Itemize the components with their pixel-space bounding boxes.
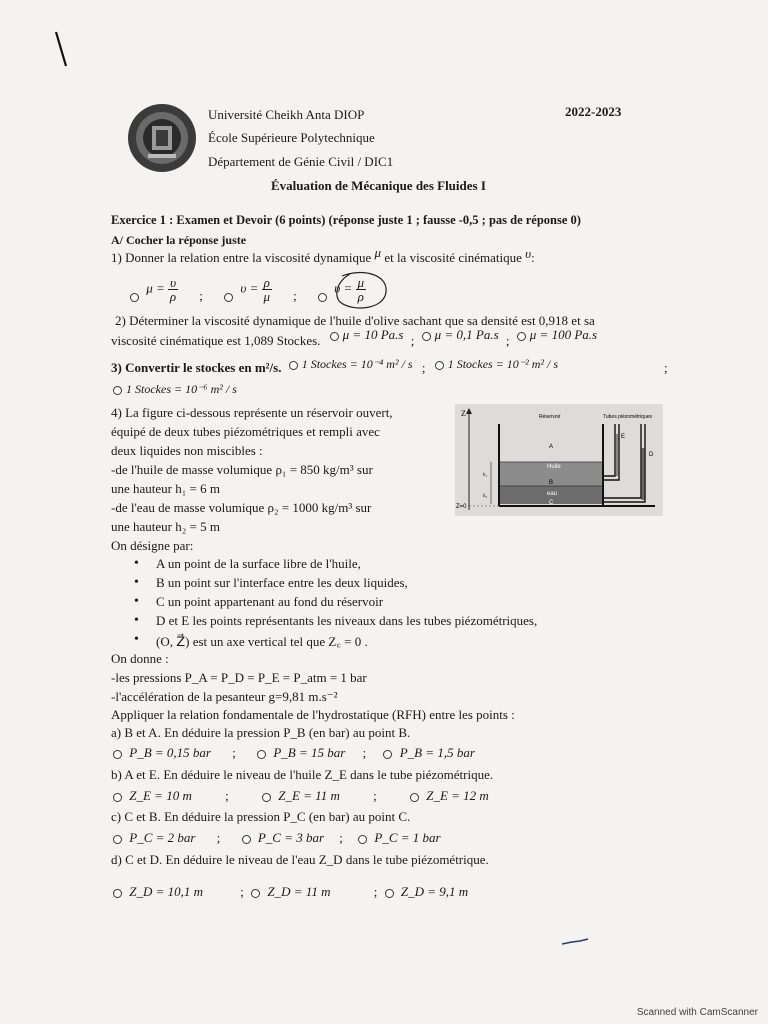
question-d-options: Z_D = 10,1 m ; Z_D = 11 m ; Z_D = 9,1 m (113, 884, 468, 900)
radio-icon (358, 835, 367, 844)
question-3: 3) Convertir le stockes en m²/s. 1 Stockes = 10⁻⁴ m² / s ; 1 Stockes = 10⁻² m² / s (111, 357, 558, 375)
label-b: B (549, 480, 554, 486)
q4-line-3: deux liquides non miscibles : (111, 443, 263, 458)
water-label: eau (547, 491, 558, 497)
label-e: E (621, 434, 626, 440)
q4-line-4: -de l'huile de masse volumique ρ₁ = 850 kg/m³ sur (111, 462, 373, 477)
q3-option-2[interactable]: 1 Stockes = 10⁻² m² / s (435, 357, 558, 372)
radio-icon (318, 293, 327, 302)
given-title: On donne : (111, 651, 169, 666)
radio-icon (289, 361, 298, 370)
radio-icon (410, 793, 419, 802)
section-heading: A/ Cocher la réponse juste (111, 233, 247, 247)
question-c-options: P_C = 2 bar ; P_C = 3 bar ; P_C = 1 bar (113, 830, 441, 846)
q4-line-1: 4) La figure ci-dessous représente un réservoir ouvert, (111, 405, 393, 420)
school-name: École Supérieure Polytechnique (208, 130, 375, 145)
radio-icon (113, 386, 122, 395)
q4-line-7: une hauteur h₂ = 5 m (111, 519, 220, 534)
q2-option-3[interactable]: μ = 100 Pa.s (517, 327, 597, 343)
radio-icon (385, 889, 394, 898)
university-name: Université Cheikh Anta DIOP (208, 107, 365, 122)
h1-label: h₁ (483, 473, 488, 478)
bullet-b: • B un point sur l'interface entre les deux liquides, (156, 575, 408, 591)
radio-icon (130, 293, 139, 302)
separator: ; (664, 360, 668, 375)
reservoir-figure (455, 404, 663, 516)
question-2-line-2: viscosité cinématique est 1,089 Stockes. μ = 10 Pa.s ; μ = 0,1 Pa.s ; μ = 100 Pa.s (111, 327, 598, 348)
given-gravity: -l'accélération de la pesanteur g=9,81 m.s⁻² (111, 689, 338, 704)
radio-icon (422, 332, 431, 341)
bullet-axis: • (O, Z⃗) est un axe vertical tel que Z꜀ = 0 . (156, 632, 368, 650)
z0-label: Z=0 (456, 504, 467, 510)
question-1-options: μ = $\frac{\upsilon}{\rho}$ ; υ = $\frac{\rho}{\mu}$ ; υ = $\frac{\mu}{\rho}$ (130, 276, 366, 304)
q4-line-8: On désigne par: (111, 538, 194, 553)
q3-option-3[interactable]: 1 Stockes = 10⁻⁶ m² / s (113, 382, 237, 397)
exam-title: Évaluation de Mécanique des Fluides I (271, 178, 486, 193)
radio-icon (251, 889, 260, 898)
qc-option-2[interactable]: P_C = 3 bar (242, 830, 324, 846)
university-seal-icon (126, 102, 198, 174)
qd-option-3[interactable]: Z_D = 9,1 m (385, 884, 469, 900)
q4-line-5: une hauteur h₁ = 6 m (111, 481, 220, 496)
qc-option-3[interactable]: P_C = 1 bar (358, 830, 440, 846)
radio-icon (435, 361, 444, 370)
q1-option-2[interactable]: υ = $\frac{\rho}{\mu}$ (224, 276, 272, 303)
label-c: C (549, 500, 554, 506)
qb-option-3[interactable]: Z_E = 12 m (410, 788, 489, 804)
pen-scribble (560, 936, 590, 948)
h2-label: h₂ (483, 494, 488, 499)
question-a-options: P_B = 0,15 bar ; P_B = 15 bar ; P_B = 1,5 bar (113, 745, 475, 761)
radio-icon (517, 332, 526, 341)
q2-option-2[interactable]: μ = 0,1 Pa.s (422, 327, 499, 343)
question-a: a) B et A. En déduire la pression P_B (en bar) au point B. (111, 725, 411, 740)
question-b-options: Z_E = 10 m ; Z_E = 11 m ; Z_E = 12 m (113, 788, 489, 804)
label-a: A (549, 444, 554, 450)
department-name: Département de Génie Civil / DIC1 (208, 154, 394, 169)
qd-option-2[interactable]: Z_D = 11 m (251, 884, 330, 900)
radio-icon (242, 835, 251, 844)
qb-option-1[interactable]: Z_E = 10 m (113, 788, 192, 804)
qb-option-2[interactable]: Z_E = 11 m (262, 788, 340, 804)
qd-option-1[interactable]: Z_D = 10,1 m (113, 884, 203, 900)
radio-icon (113, 889, 122, 898)
radio-icon (224, 293, 233, 302)
radio-icon (113, 750, 122, 759)
qc-option-1[interactable]: P_C = 2 bar (113, 830, 195, 846)
radio-icon (113, 793, 122, 802)
exercise-heading: Exercice 1 : Examen et Devoir (6 points) (réponse juste 1 ; fausse -0,5 ; pas de réponse 0) (111, 213, 581, 227)
question-d: d) C et D. En déduire le niveau de l'eau Z_D dans le tube piézométrique. (111, 852, 489, 867)
question-c: c) C et B. En déduire la pression P_C (en bar) au point C. (111, 809, 411, 824)
radio-icon (113, 835, 122, 844)
bullet-de: • D et E les points représentants les niveaux dans les tubes piézométriques, (156, 613, 537, 629)
q3-option-1[interactable]: 1 Stockes = 10⁻⁴ m² / s (289, 357, 413, 372)
oil-label: Huile (547, 464, 561, 470)
radio-icon (383, 750, 392, 759)
q1-option-1[interactable]: μ = $\frac{\upsilon}{\rho}$ (130, 276, 178, 303)
reservoir-label: Réservoir (539, 414, 561, 420)
question-2-line-1: 2) Déterminer la viscosité dynamique de l'huile d'olive sachant que sa densité est 0,918 et sa (115, 313, 595, 328)
radio-icon (257, 750, 266, 759)
scanner-watermark: Scanned with CamScanner (636, 1007, 758, 1018)
bullet-a: • A un point de la surface libre de l'huile, (156, 556, 361, 572)
q4-line-2: équipé de deux tubes piézométriques et rempli avec (111, 424, 380, 439)
q2-option-1[interactable]: μ = 10 Pa.s (330, 327, 404, 343)
q1-option-3[interactable]: υ = $\frac{\mu}{\rho}$ (318, 276, 366, 303)
label-d: D (649, 452, 654, 458)
apply-rfh: Appliquer la relation fondamentale de l'hydrostatique (RFH) entre les points : (111, 707, 515, 722)
z-axis-label: Z (461, 409, 466, 418)
qa-option-2[interactable]: P_B = 15 bar (257, 745, 345, 761)
handwritten-circle-icon (332, 268, 392, 314)
question-b: b) A et E. En déduire le niveau de l'huile Z_E dans le tube piézométrique. (111, 767, 494, 782)
radio-icon (330, 332, 339, 341)
qa-option-1[interactable]: P_B = 0,15 bar (113, 745, 211, 761)
question-1: 1) Donner la relation entre la viscosité dynamique μ et la viscosité cinématique υ: (111, 245, 535, 265)
academic-year: 2022-2023 (565, 104, 622, 119)
radio-icon (262, 793, 271, 802)
bullet-c: • C un point appartenant au fond du réservoir (156, 594, 383, 610)
q4-line-6: -de l'eau de masse volumique ρ₂ = 1000 kg/m³ sur (111, 500, 372, 515)
tubes-label: Tubes piézométriques (603, 414, 653, 420)
qa-option-3[interactable]: P_B = 1,5 bar (383, 745, 474, 761)
pen-mark (52, 30, 72, 70)
given-pressures: -les pressions P_A = P_D = P_E = P_atm = 1 bar (111, 670, 367, 685)
